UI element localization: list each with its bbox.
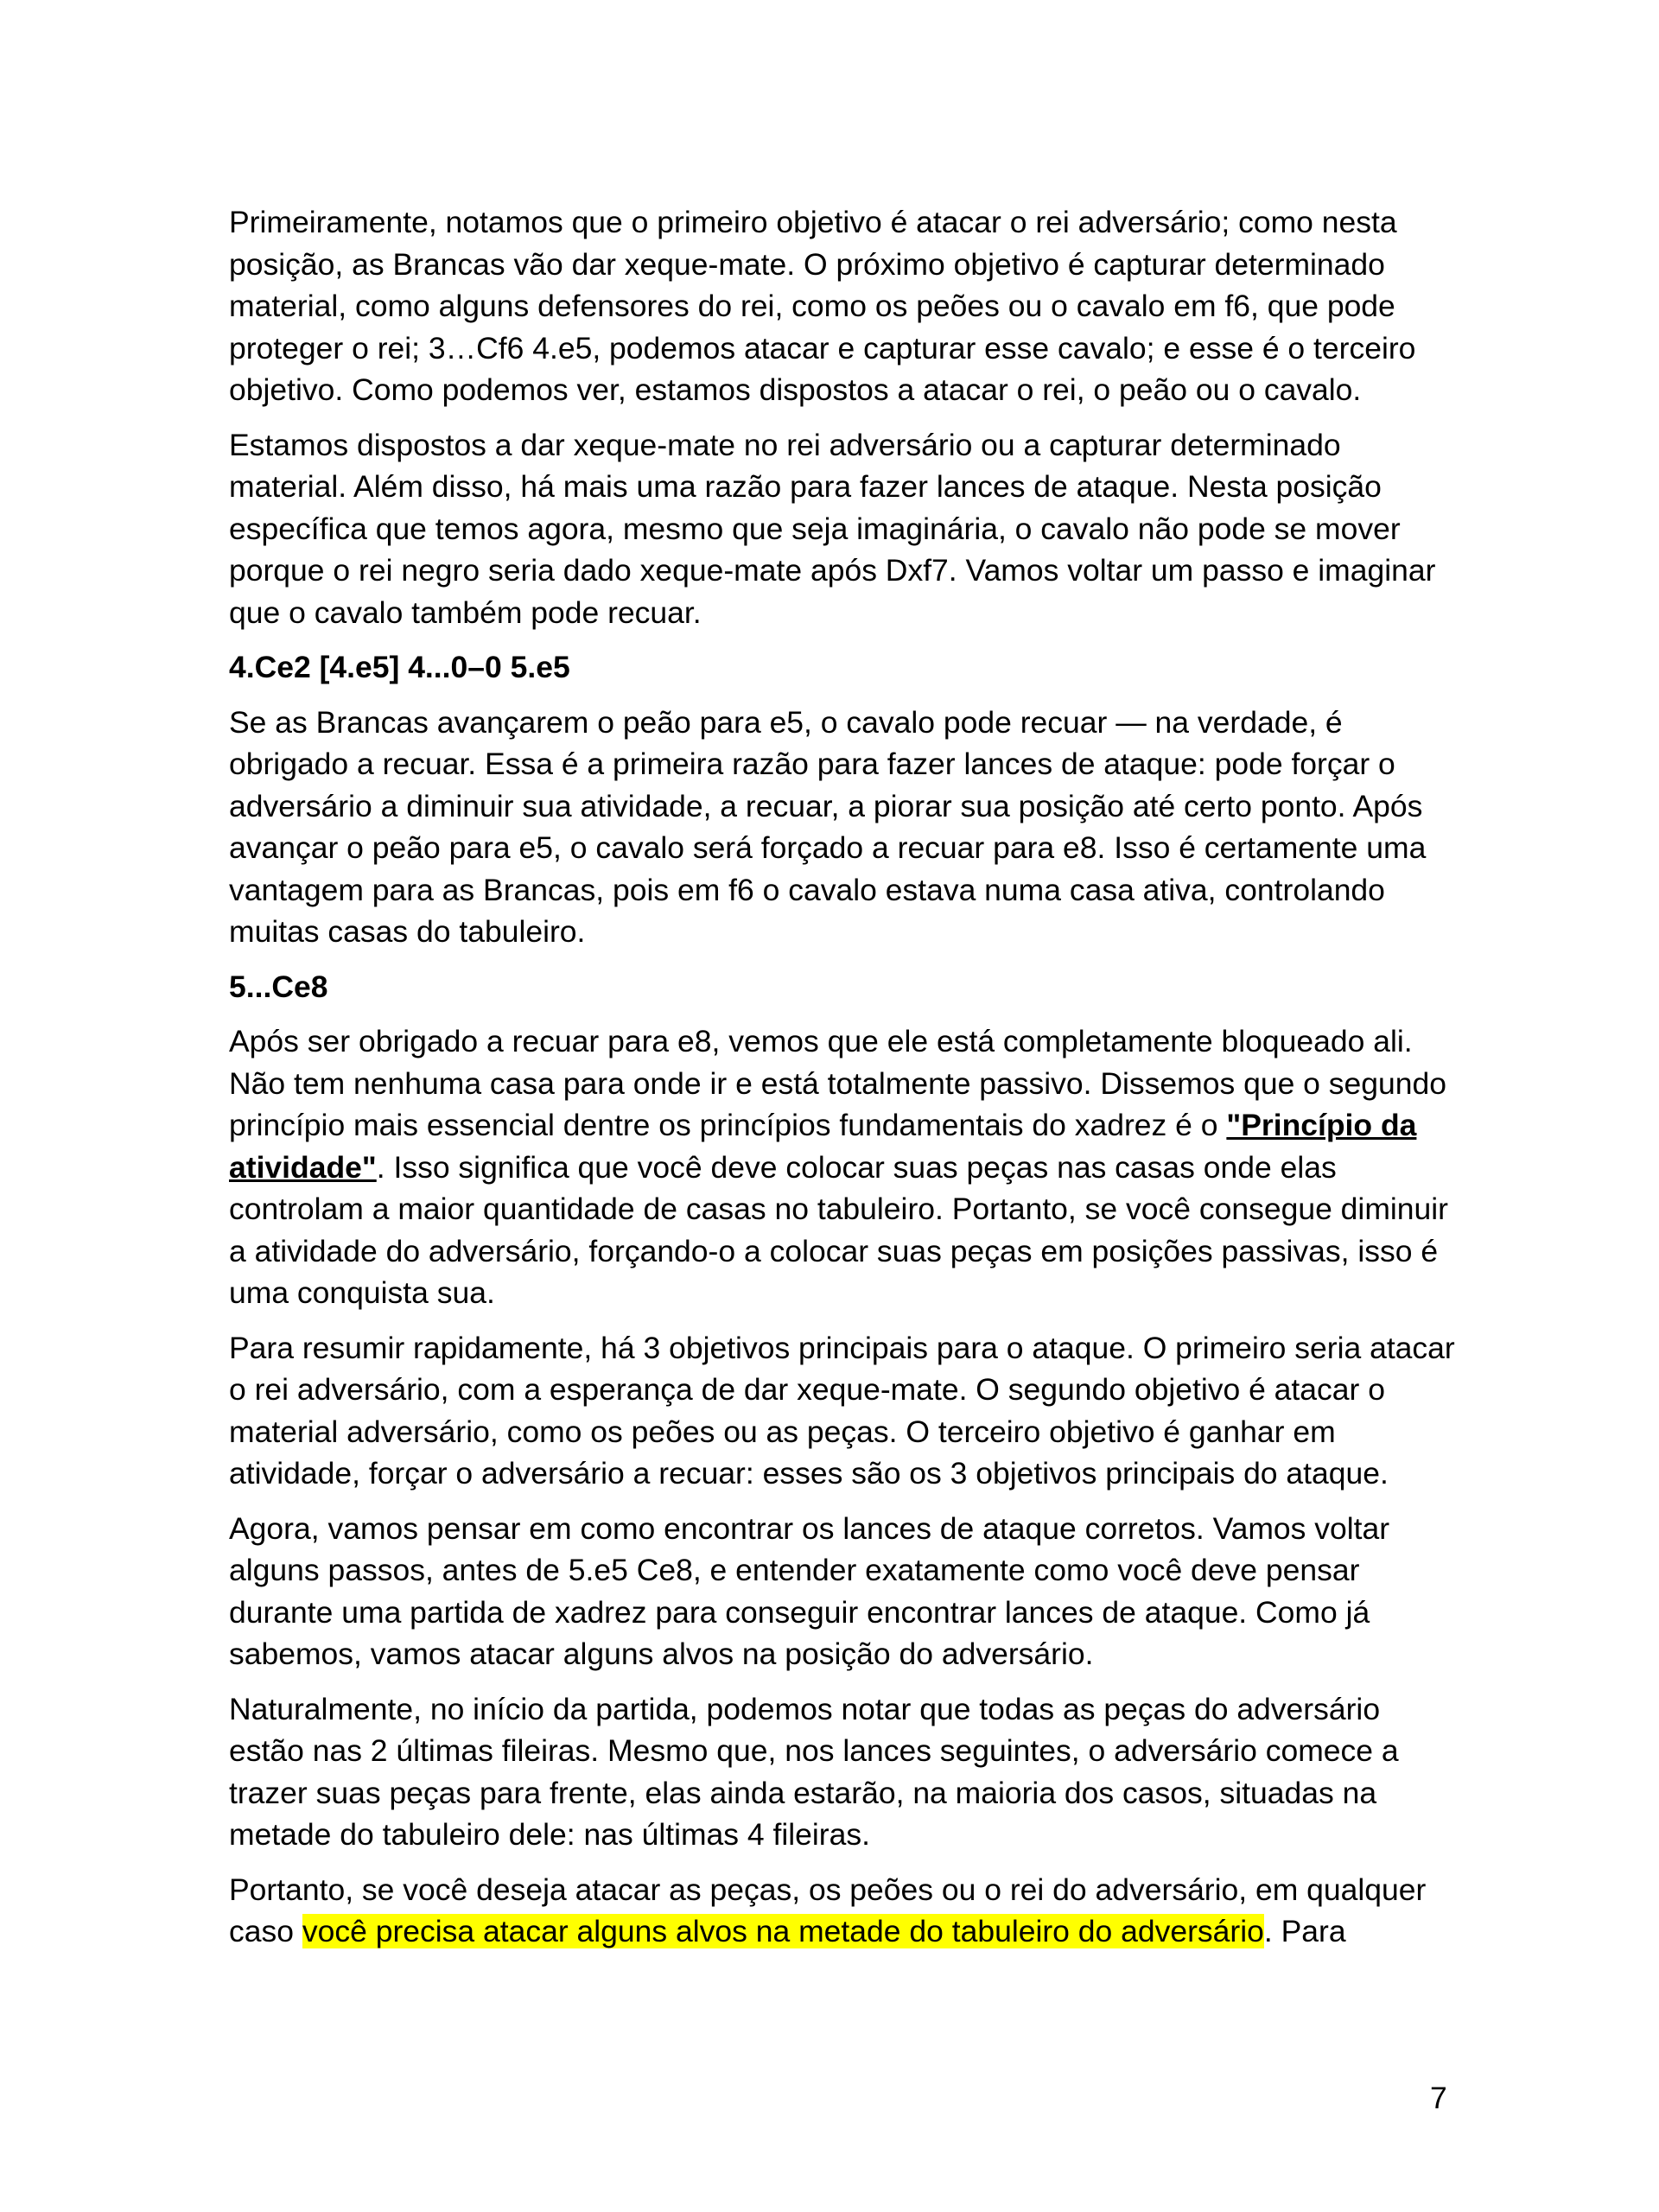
paragraph-opponent-pieces: Naturalmente, no início da partida, podemos notar que todas as peças do adversário estão nas 2 últimas fileiras. Mesmo que, nos lances seguintes, o adversário comece a trazer suas peças para frente, elas ainda estarão, na maioria dos casos, situadas na metade do tabuleiro dele: nas últimas 4 fileiras. — [229, 1691, 1399, 1852]
paragraph-conclusion-text-after: . Para — [1263, 1914, 1346, 1948]
paragraph-summary: Para resumir rapidamente, há 3 objetivos principais para o ataque. O primeiro seria atacar o rei adversário, com a esperança de dar xeque-mate. O segundo objetivo é atacar o material adversário, como os peões ou as peças. O terceiro objetivo é ganhar em atividade, forçar o adversário a recuar: esses são os 3 objetivos principais do ataque. — [229, 1330, 1455, 1491]
paragraph-activity — [229, 1020, 1456, 1314]
paragraph-reason: Estamos dispostos a dar xeque-mate no rei adversário ou a capturar determinado material. Além disso, há mais uma razão para fazer lances de ataque. Nesta posição específica que temos agora, mesmo que seja imaginária, o cavalo não pode se mover porque o rei negro seria dado xeque-mate após Dxf7. Vamos voltar um passo e imaginar que o cavalo também pode recuar. — [229, 427, 1436, 630]
paragraph-activity-text-before: Após ser obrigado a recuar para e8, vemos que ele está completamente bloqueado ali. Não tem nenhuma casa para onde ir e está totalmente passivo. Dissemos que o segundo princípio mais essencial dentre os princípios fundamentais do xadrez é o — [229, 1024, 1446, 1142]
document-body — [229, 201, 1456, 1966]
paragraph-conclusion-text-before: Portanto, se você deseja atacar as peças, os peões ou o rei do adversário, em qualquer caso — [229, 1872, 1427, 1948]
principle-link[interactable]: "Princípio da atividade" — [229, 1108, 1417, 1185]
paragraph-activity-text-after: . Isso significa que você deve colocar suas peças nas casas onde elas controlam a maior quantidade de casas no tabuleiro. Portanto, se você consegue diminuir a atividade do adversário, forçando-o a colocar suas peças em posições passivas, isso é uma conquista sua. — [229, 1149, 1448, 1310]
move-notation-2: 5...Ce8 — [229, 969, 328, 1004]
paragraph-intro: Primeiramente, notamos que o primeiro objetivo é atacar o rei adversário; como nesta posição, as Brancas vão dar xeque-mate. O próximo objetivo é capturar determinado material, como alguns defensores do rei, como os peões ou o cavalo em f6, que pode proteger o rei; 3…Cf6 4.e5, podemos atacar e capturar esse cavalo; e esse é o terceiro objetivo. Como podemos ver, estamos dispostos a atacar o rei, o peão ou o cavalo. — [229, 205, 1416, 407]
paragraph-conclusion — [229, 1869, 1456, 1953]
page-number: 7 — [1430, 2081, 1447, 2115]
paragraph-advance: Se as Brancas avançarem o peão para e5, o cavalo pode recuar — na verdade, é obrigado a recuar. Essa é a primeira razão para fazer lances de ataque: pode forçar o adversário a diminuir sua atividade, a recuar, a piorar sua posição até certo ponto. Após avançar o peão para e5, o cavalo será forçado a recuar para e8. Isso é certamente uma vantagem para as Brancas, pois em f6 o cavalo estava numa casa ativa, controlando muitas casas do tabuleiro. — [229, 704, 1427, 949]
highlighted-text: você precisa atacar alguns alvos na metade do tabuleiro do adversário — [302, 1914, 1264, 1948]
move-notation-1: 4.Ce2 [4.e5] 4...0–0 5.e5 — [229, 650, 570, 684]
paragraph-finding-moves: Agora, vamos pensar em como encontrar os lances de ataque corretos. Vamos voltar alguns passos, antes de 5.e5 Ce8, e entender exatamente como você deve pensar durante uma partida de xadrez para conseguir encontrar lances de ataque. Como já sabemos, vamos atacar alguns alvos na posição do adversário. — [229, 1510, 1390, 1671]
